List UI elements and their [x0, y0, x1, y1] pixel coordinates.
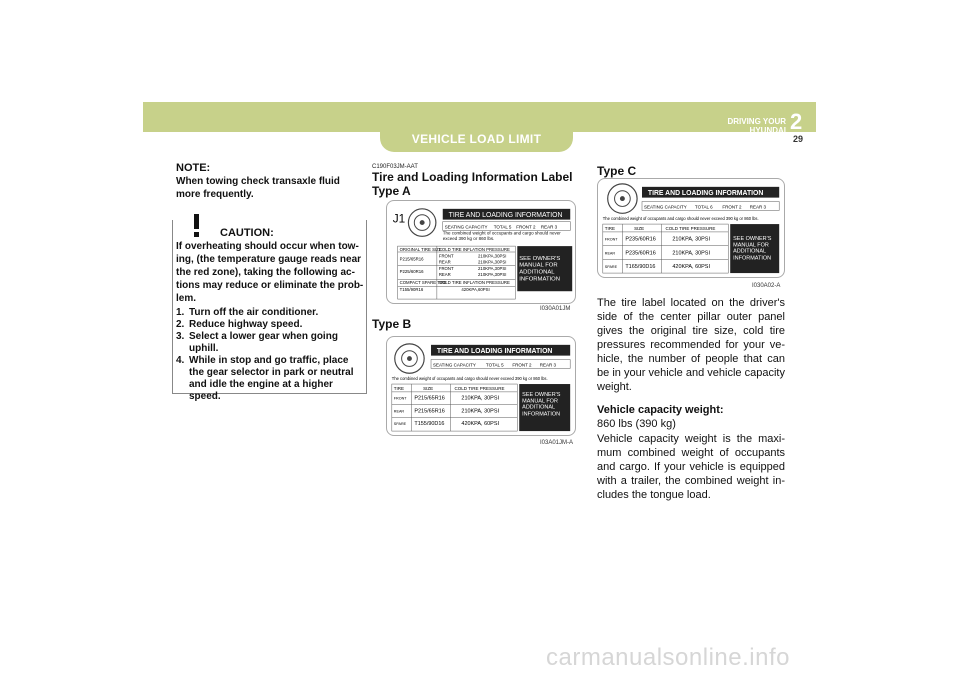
- svg-text:SEATING CAPACITY: SEATING CAPACITY: [432, 362, 476, 368]
- note-body: When towing check transaxle fluid more frequently.: [176, 176, 340, 200]
- svg-text:TOTAL 5: TOTAL 5: [485, 362, 504, 368]
- svg-text:T155/90R16: T155/90R16: [399, 287, 424, 293]
- svg-text:COLD TIRE PRESSURE: COLD TIRE PRESSURE: [665, 225, 716, 231]
- svg-text:420KPA, 60PSI: 420KPA, 60PSI: [672, 264, 710, 271]
- chapter-number: 2: [790, 109, 803, 134]
- svg-text:TOTAL 5: TOTAL 5: [493, 224, 512, 230]
- svg-text:T155/90D16: T155/90D16: [414, 421, 445, 428]
- svg-text:210KPA,30PSI: 210KPA,30PSI: [478, 259, 507, 265]
- svg-text:210KPA, 30PSI: 210KPA, 30PSI: [461, 408, 500, 415]
- svg-text:420KPA, 60PSI: 420KPA, 60PSI: [461, 421, 500, 428]
- svg-text:P215/65R16: P215/65R16: [399, 256, 424, 262]
- svg-text:TOTAL 6: TOTAL 6: [694, 204, 713, 210]
- svg-text:T165/90D16: T165/90D16: [625, 264, 656, 271]
- capacity-weight-value: 860 lbs (390 kg): [597, 418, 676, 430]
- tire-label-paragraph: The tire label located on the driver's side of the center pillar outer panel gives the original tire size, cold tire pressures recommended for your ve-hicle, the number of people that can be in your vehicle and vehicle capacity weight.: [597, 297, 785, 393]
- tire-icon: [608, 184, 637, 213]
- svg-text:REAR: REAR: [393, 409, 405, 414]
- svg-text:TIRE AND LOADING INFORMATION: TIRE AND LOADING INFORMATION: [436, 348, 553, 356]
- svg-text:P225/60R16: P225/60R16: [399, 269, 424, 275]
- svg-text:TIRE AND LOADING INFORMATION: TIRE AND LOADING INFORMATION: [448, 212, 563, 220]
- svg-text:210KPA,30PSI: 210KPA,30PSI: [478, 272, 507, 278]
- svg-text:P215/65R16: P215/65R16: [414, 408, 445, 415]
- image-id-a: I030A01JM: [540, 306, 571, 312]
- caution-title: CAUTION:: [220, 227, 274, 239]
- svg-text:FRONT: FRONT: [438, 266, 454, 272]
- svg-text:REAR 3: REAR 3: [539, 362, 557, 368]
- page-number: 29: [792, 134, 803, 144]
- svg-text:P235/60R16: P235/60R16: [625, 236, 656, 243]
- label-badge: J1: [392, 212, 406, 226]
- svg-text:The combined weight of occupan: The combined weight of occupants and cargo should never exceed 390 kg or 860 lbs.: [602, 216, 759, 222]
- svg-text:SIZE: SIZE: [634, 225, 645, 231]
- svg-text:FRONT: FRONT: [393, 396, 407, 401]
- svg-text:210KPA, 30PSI: 210KPA, 30PSI: [461, 395, 500, 402]
- list-item: 2. Reduce highway speed.: [176, 319, 303, 330]
- svg-text:210KPA,30PSI: 210KPA,30PSI: [478, 266, 507, 272]
- svg-text:TIRE AND LOADING INFORMATION: TIRE AND LOADING INFORMATION: [647, 190, 764, 198]
- caution-text: If overheating should occur when tow-ing, (the temperature gauge reads near the red zone), taking the following ac-tions may reduce or eliminate the prob-lem.: [176, 241, 364, 304]
- image-id-b: I03A01JM-A: [540, 440, 574, 446]
- svg-text:210KPA, 30PSI: 210KPA, 30PSI: [672, 250, 710, 257]
- section-heading: Tire and Loading Information Label: [372, 170, 573, 184]
- svg-text:P235/60R16: P235/60R16: [625, 250, 656, 257]
- svg-text:FRONT 2: FRONT 2: [722, 204, 742, 210]
- list-item: 3. Select a lower gear when going uphill.: [176, 331, 338, 354]
- svg-text:REAR 3: REAR 3: [540, 224, 558, 230]
- tire-label-type-b: TIRE AND LOADING INFORMATION SEATING CAPACITY TOTAL 5 FRONT 2 REAR 3 The combined weight of occupants and cargo should never exceed 390 kg or 860 lbs. TIRE SIZE COLD TIRE PRESSURE FRONT P215/65R16 210KPA, 30PSI REAR P215/65R16 210KPA, 30PSI SPARE T155/90D16 420KPA, 60PSI SEE OWNER'S MANUAL FOR ADDITIONAL INFORMATION: [386, 336, 576, 436]
- svg-text:SEATING CAPACITY: SEATING CAPACITY: [444, 224, 488, 230]
- svg-text:COMPACT SPARE TIRE: COMPACT SPARE TIRE: [399, 279, 448, 285]
- svg-text:REAR 3: REAR 3: [749, 204, 767, 210]
- tire-label-type-a: J1 TIRE AND LOADING INFORMATION SEATING CAPACITY TOTAL 5 FRONT 2 REAR 3 The combined weight of occupants and cargo should never exceed 390 kg or 860 lbs. ORIGINAL TIRE SIZE COLD TIRE INFLATION PRESSURE FRONT 210KPA,30PSI P215/65R16 REAR 210KPA,30PSI FRONT 210KPA,30PSI P225/60R16 REAR 210KPA,30PSI COMPACT SPARE TIRE COLD TIRE INFLATION PRESSURE T155/90R16 420KPA,60PSI SEE OWNER'S MANUAL FOR ADDITIONAL INFORMATION: [386, 200, 576, 304]
- svg-text:REAR: REAR: [438, 259, 451, 265]
- capacity-weight-heading: Vehicle capacity weight:: [597, 404, 724, 416]
- list-item: 1. Turn off the air conditioner.: [176, 307, 319, 318]
- svg-text:420KPA,60PSI: 420KPA,60PSI: [461, 287, 490, 293]
- capacity-weight-paragraph: Vehicle capacity weight is the maxi-mum combined weight of occupants and cargo. If your vehicle is equipped with a trailer, the combined weight in-cludes the tongue load.: [597, 433, 785, 501]
- exclamation-icon: [182, 212, 212, 238]
- svg-text:P215/65R16: P215/65R16: [414, 395, 445, 402]
- tire-label-type-c: TIRE AND LOADING INFORMATION SEATING CAPACITY TOTAL 6 FRONT 2 REAR 3 The combined weight of occupants and cargo should never exceed 390 kg or 860 lbs. TIRE SIZE COLD TIRE PRESSURE FRONT P235/60R16 210KPA, 30PSI REAR P235/60R16 210KPA, 30PSI SPARE T165/90D16 420KPA, 60PSI SEE OWNER'S MANUAL FOR ADDITIONAL INFORMATION: [597, 178, 785, 278]
- type-c-heading: Type C: [597, 164, 637, 178]
- tire-icon: [408, 209, 435, 236]
- caution-list: [176, 307, 366, 403]
- type-b-heading: Type B: [372, 317, 412, 331]
- image-id-c: I030A02-A: [752, 283, 781, 289]
- list-item: 4. While in stop and go traffic, place the gear selector in park or neutral and idle the engine at a higher speed.: [176, 355, 354, 402]
- svg-text:FRONT 2: FRONT 2: [516, 224, 536, 230]
- svg-text:SPARE: SPARE: [393, 422, 407, 427]
- svg-text:REAR: REAR: [438, 272, 451, 278]
- svg-text:COLD TIRE PRESSURE: COLD TIRE PRESSURE: [454, 385, 505, 391]
- note-block: [176, 162, 366, 201]
- chapter-name: DRIVING YOUR HYUNDAI: [727, 117, 786, 135]
- svg-text:TIRE: TIRE: [393, 385, 405, 391]
- note-title: NOTE:: [176, 162, 211, 174]
- type-a-heading: Type A: [372, 184, 411, 198]
- svg-text:COLD TIRE INFLATION PRESSURE: COLD TIRE INFLATION PRESSURE: [438, 246, 510, 252]
- svg-text:The combined weight of occupan: The combined weight of occupants and cargo should never exceed 390 kg or 860 lbs.: [391, 376, 548, 382]
- tire-icon: [395, 344, 424, 373]
- section-title: VEHICLE LOAD LIMIT: [411, 132, 542, 146]
- svg-text:FRONT 2: FRONT 2: [512, 362, 532, 368]
- svg-text:COLD TIRE INFLATION PRESSURE: COLD TIRE INFLATION PRESSURE: [438, 279, 510, 285]
- watermark-text: carmanualsonline.info: [546, 644, 790, 671]
- svg-text:SIZE: SIZE: [423, 385, 434, 391]
- svg-text:SEATING CAPACITY: SEATING CAPACITY: [643, 204, 687, 210]
- svg-text:SPARE: SPARE: [604, 265, 618, 270]
- svg-text:ORIGINAL TIRE SIZE: ORIGINAL TIRE SIZE: [399, 246, 442, 252]
- svg-text:FRONT: FRONT: [438, 253, 454, 259]
- svg-text:FRONT: FRONT: [604, 237, 618, 242]
- svg-text:REAR: REAR: [604, 251, 616, 256]
- svg-text:TIRE: TIRE: [604, 225, 616, 231]
- svg-text:210KPA, 30PSI: 210KPA, 30PSI: [672, 236, 710, 243]
- section-code: C190F03JM-AAT: [372, 164, 418, 170]
- svg-text:210KPA,30PSI: 210KPA,30PSI: [478, 253, 507, 259]
